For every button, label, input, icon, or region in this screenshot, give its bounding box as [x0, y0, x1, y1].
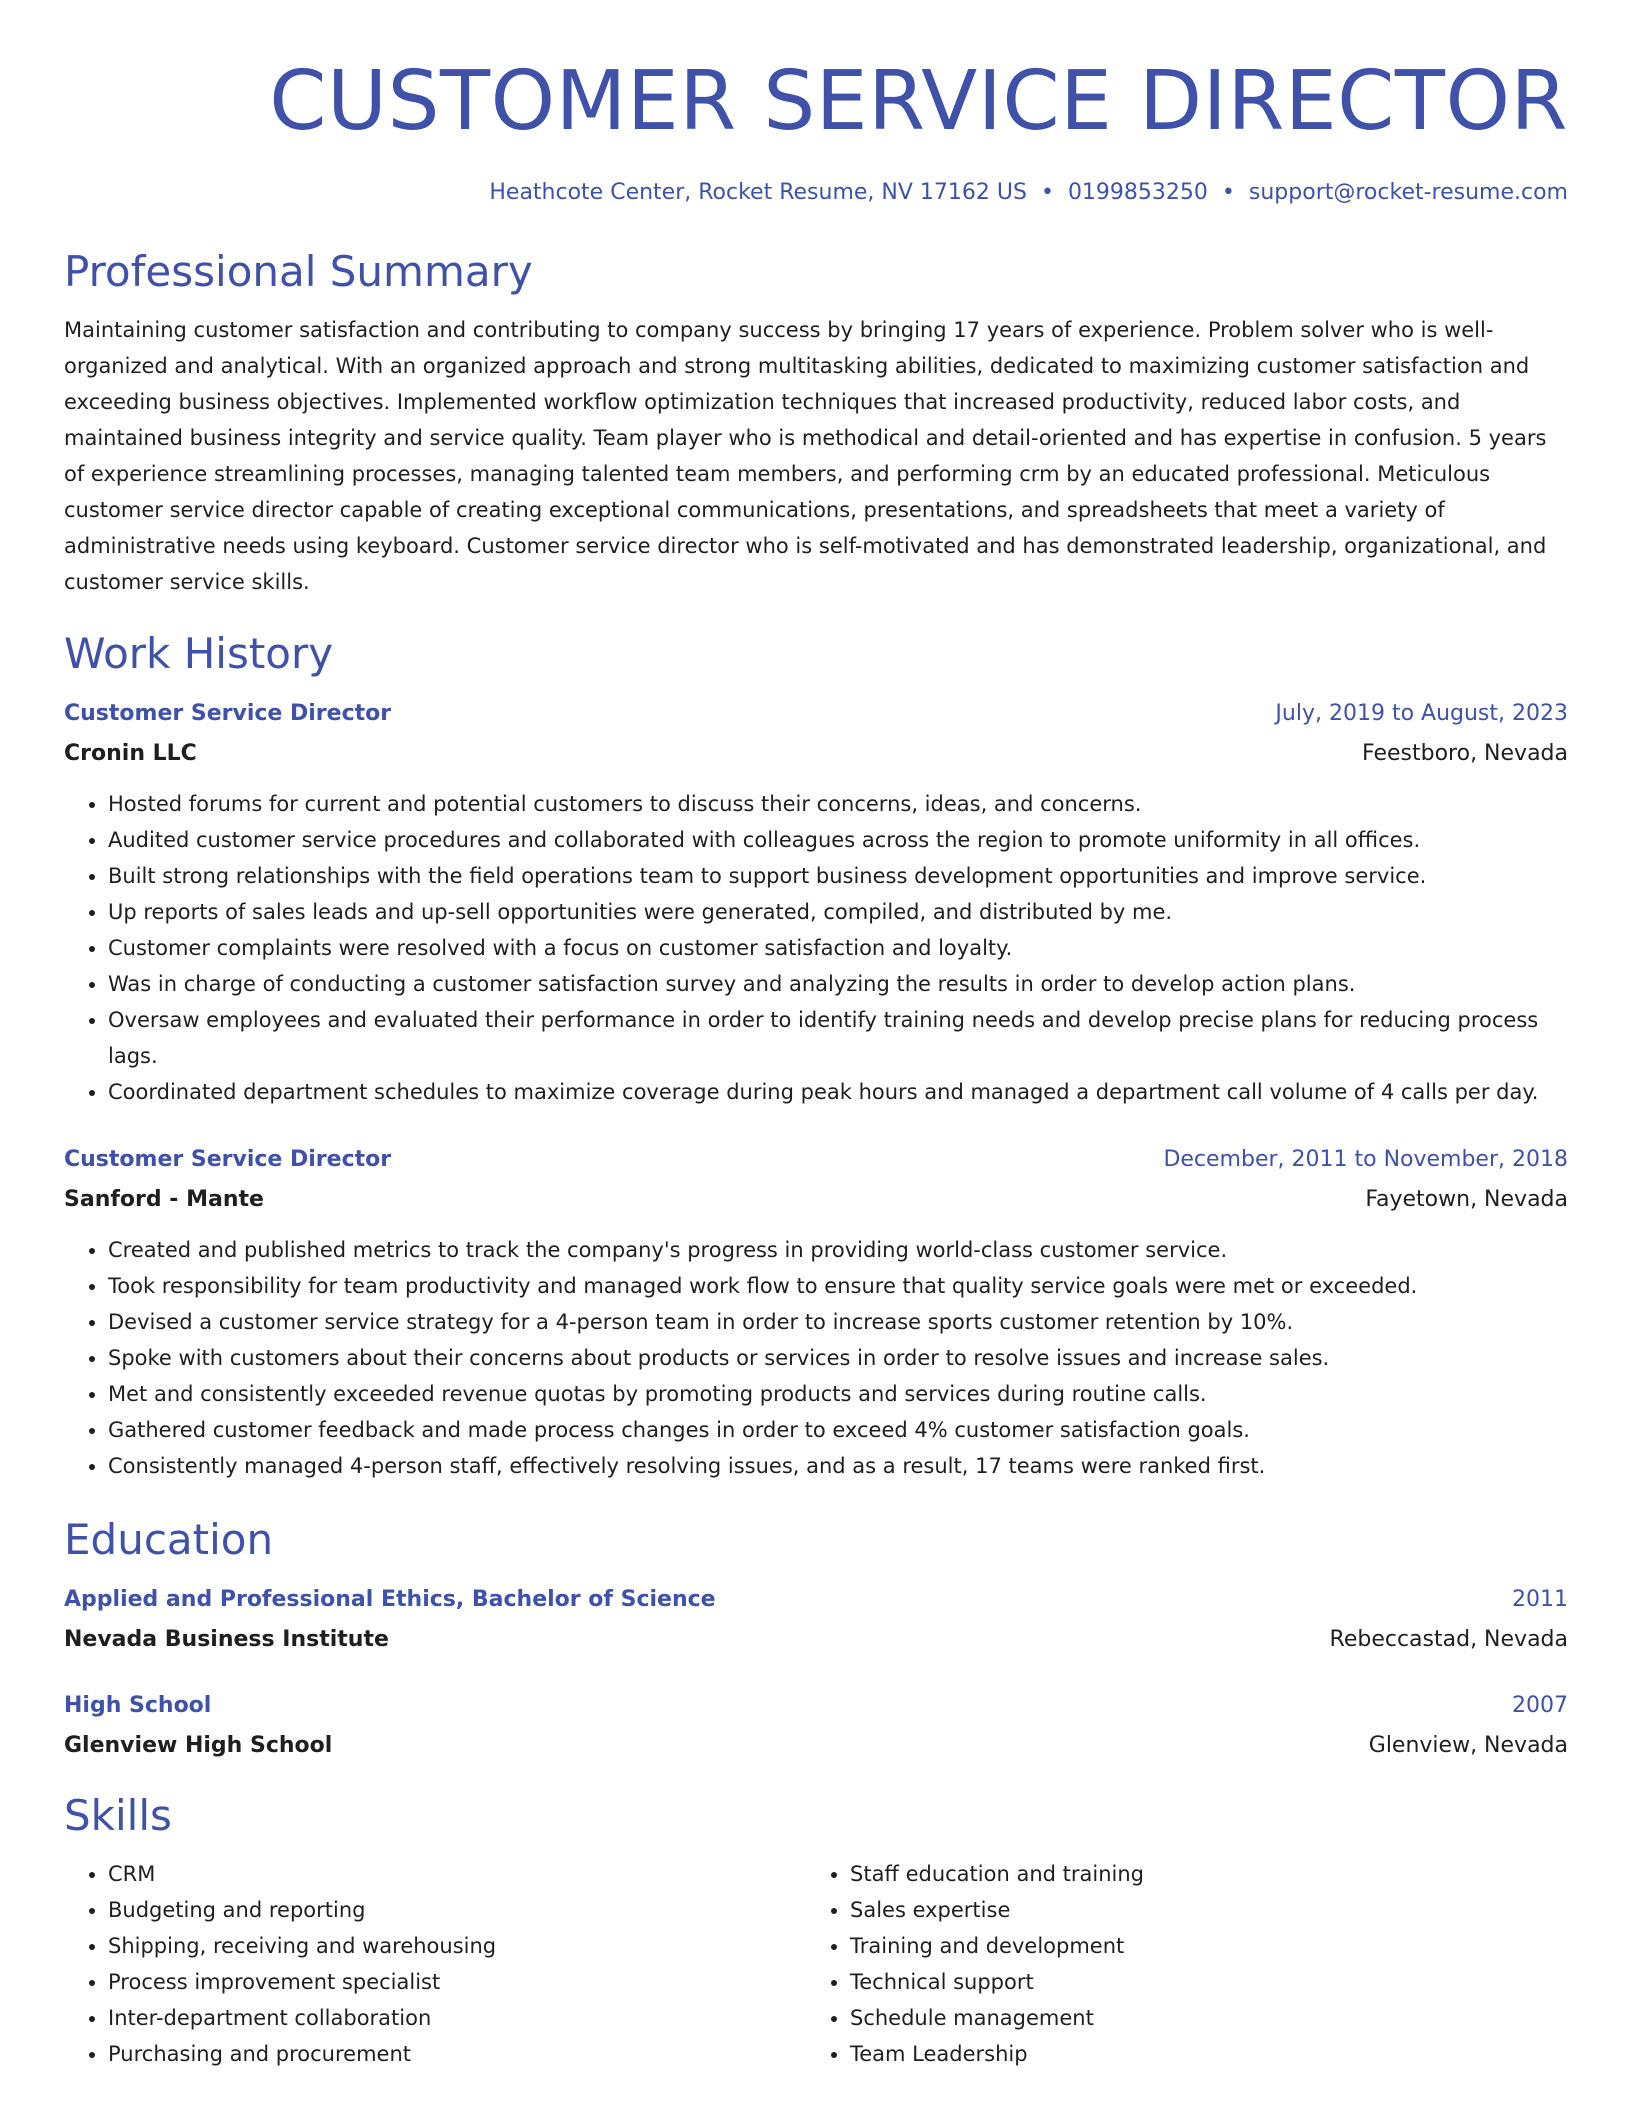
- job-bullet: • Coordinated department schedules to maximize coverage during peak hours and managed a department call volume of 4 calls per day.: [108, 1074, 1568, 1110]
- education-degree-row: [64, 1582, 1568, 1618]
- education-entry: [64, 1582, 1568, 1658]
- job-title-row: [64, 1142, 1568, 1178]
- education-school-row: [64, 1724, 1568, 1764]
- skills-columns: [64, 1856, 1568, 2072]
- job-dates: July, 2019 to August, 2023: [1275, 701, 1568, 726]
- skill-item: • Process improvement specialist: [108, 1964, 806, 2000]
- job-bullet: • Consistently managed 4-person staff, effectively resolving issues, and as a result, 17 teams were ranked first.: [108, 1448, 1568, 1484]
- job-company: Sanford - Mante: [64, 1187, 264, 1212]
- candidate-title: CUSTOMER SERVICE DIRECTOR: [269, 54, 1568, 149]
- education-school: Nevada Business Institute: [64, 1627, 389, 1652]
- skill-item: • Team Leadership: [850, 2036, 1548, 2072]
- skill-item: • Technical support: [850, 1964, 1548, 2000]
- job-role: Customer Service Director: [64, 1147, 392, 1172]
- job-bullet: • Hosted forums for current and potential customers to discuss their concerns, ideas, and concerns.: [108, 786, 1568, 822]
- education-location: Glenview, Nevada: [1368, 1733, 1568, 1758]
- contact-separator: •: [1221, 180, 1235, 205]
- education-location: Rebeccastad, Nevada: [1329, 1627, 1568, 1652]
- job-role: Customer Service Director: [64, 701, 392, 726]
- job-bullets: [64, 1232, 1568, 1484]
- education-year: 2007: [1512, 1693, 1568, 1718]
- education-heading: Education: [64, 1515, 274, 1564]
- education-school-row: [64, 1618, 1568, 1658]
- contact-email[interactable]: support@rocket-resume.com: [1248, 180, 1568, 205]
- resume-header: [64, 0, 1568, 208]
- education-school: Glenview High School: [64, 1733, 333, 1758]
- job-bullet: • Oversaw employees and evaluated their performance in order to identify training needs and develop precise plans for reducing process lags.: [108, 1002, 1568, 1074]
- education-year: 2011: [1512, 1587, 1568, 1612]
- skill-item: • Purchasing and procurement: [108, 2036, 806, 2072]
- skill-item: • Sales expertise: [850, 1892, 1548, 1928]
- education-degree: Applied and Professional Ethics, Bachelor of Science: [64, 1587, 716, 1612]
- job-location: Fayetown, Nevada: [1365, 1187, 1568, 1212]
- job-company: Cronin LLC: [64, 741, 197, 766]
- work-history-heading: Work History: [64, 629, 334, 678]
- skill-item: • Inter-department collaboration: [108, 2000, 806, 2036]
- job-entry: [64, 696, 1568, 1110]
- job-bullet: • Met and consistently exceeded revenue quotas by promoting products and services during routine calls.: [108, 1376, 1568, 1412]
- contact-address: Heathcote Center, Rocket Resume, NV 17162 US: [489, 180, 1027, 205]
- skill-item: • CRM: [108, 1856, 806, 1892]
- job-bullet: • Was in charge of conducting a customer satisfaction survey and analyzing the results in order to develop action plans.: [108, 966, 1568, 1002]
- skill-item: • Training and development: [850, 1928, 1548, 1964]
- skills-right-column: [806, 1856, 1548, 2072]
- contact-line: [64, 178, 1568, 208]
- summary-heading: Professional Summary: [64, 247, 533, 296]
- skills-heading: Skills: [64, 1791, 172, 1840]
- job-location: Feestboro, Nevada: [1362, 741, 1568, 766]
- job-entry: [64, 1142, 1568, 1484]
- job-title-row: [64, 696, 1568, 732]
- job-bullets: [64, 786, 1568, 1110]
- education-degree-row: [64, 1688, 1568, 1724]
- job-company-row: [64, 732, 1568, 772]
- job-bullet: • Created and published metrics to track the company's progress in providing world-class customer service.: [108, 1232, 1568, 1268]
- job-company-row: [64, 1178, 1568, 1218]
- summary-text: Maintaining customer satisfaction and contributing to company success by bringing 17 years of experience. Problem solver who is well-organized and analytical. With an organized approach and strong multitasking abilities, dedicated to maximizing customer satisfaction and exceeding business objectives. Implemented workflow optimization techniques that increased productivity, reduced labor costs, and maintained business integrity and service quality. Team player who is methodical and detail-oriented and has expertise in confusion. 5 years of experience streamlining processes, managing talented team members, and performing crm by an educated professional. Meticulous customer service director capable of creating exceptional communications, presentations, and spreadsheets that meet a variety of administrative needs using keyboard. Customer service director who is self-motivated and has demonstrated leadership, organizational, and customer service skills.: [64, 318, 1547, 594]
- job-bullet: • Up reports of sales leads and up-sell opportunities were generated, compiled, and distributed by me.: [108, 894, 1568, 930]
- job-bullet: • Built strong relationships with the field operations team to support business development opportunities and improve service.: [108, 858, 1568, 894]
- skill-item: • Schedule management: [850, 2000, 1548, 2036]
- contact-phone[interactable]: 0199853250: [1067, 180, 1208, 205]
- job-bullet: • Customer complaints were resolved with a focus on customer satisfaction and loyalty.: [108, 930, 1568, 966]
- skills-left-column: [64, 1856, 806, 2072]
- job-dates: December, 2011 to November, 2018: [1163, 1147, 1568, 1172]
- job-bullet: • Devised a customer service strategy for a 4-person team in order to increase sports customer retention by 10%.: [108, 1304, 1568, 1340]
- job-bullet: • Took responsibility for team productivity and managed work flow to ensure that quality service goals were met or exceeded.: [108, 1268, 1568, 1304]
- job-bullet: • Spoke with customers about their concerns about products or services in order to resolve issues and increase sales.: [108, 1340, 1568, 1376]
- job-bullet: • Audited customer service procedures and collaborated with colleagues across the region to promote uniformity in all offices.: [108, 822, 1568, 858]
- contact-separator: •: [1040, 180, 1054, 205]
- education-entry: [64, 1688, 1568, 1764]
- job-bullet: • Gathered customer feedback and made process changes in order to exceed 4% customer satisfaction goals.: [108, 1412, 1568, 1448]
- education-degree: High School: [64, 1693, 212, 1718]
- skill-item: • Shipping, receiving and warehousing: [108, 1928, 806, 1964]
- skill-item: • Staff education and training: [850, 1856, 1548, 1892]
- skill-item: • Budgeting and reporting: [108, 1892, 806, 1928]
